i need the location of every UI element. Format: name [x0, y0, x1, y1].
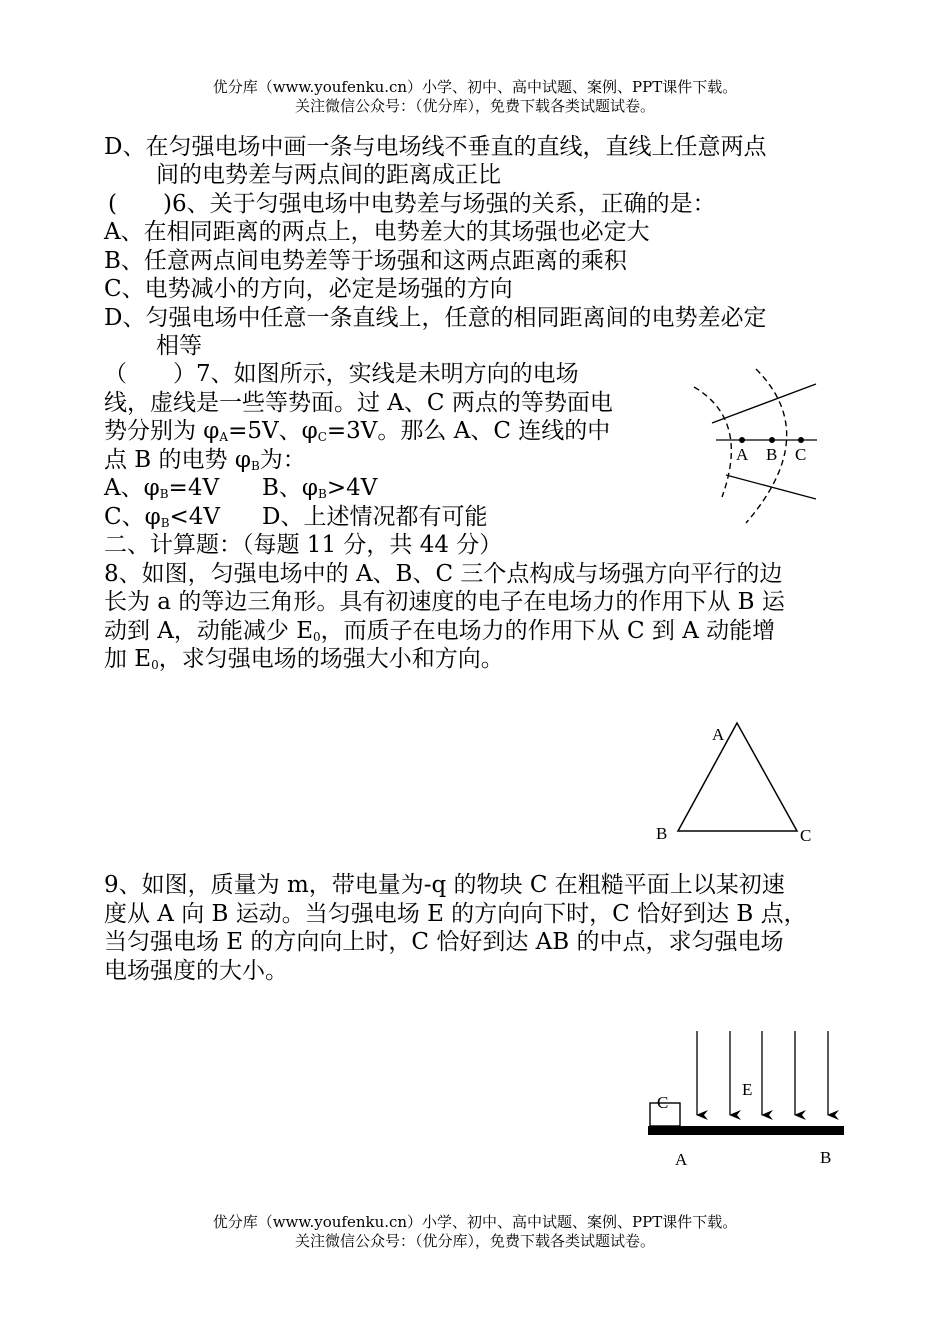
q9-line4: 电场强度的大小。	[104, 958, 288, 984]
q7-line4: 点 B 的电势 $\varphi_B$为：	[104, 447, 306, 473]
point-b	[769, 437, 775, 443]
q7-option-b: B、$\varphi_B>4V$	[262, 475, 378, 501]
q7-option-d: D、上述情况都有可能	[262, 504, 488, 530]
field-line-lower	[726, 475, 816, 499]
triangle-abc	[678, 723, 797, 831]
q7-line3: 势分别为 $\varphi_A=5V$、$\varphi_C=3V$。那么 A、C 连线的中	[104, 418, 611, 444]
q6-stem: ( )6、关于匀强电场中电势差与场强的关系，正确的是：	[108, 191, 716, 217]
q8-triangle-figure	[650, 715, 820, 845]
q9-figure	[640, 1025, 855, 1175]
footer-line-1: 优分库（www.youfenku.cn）小学、初中、高中试题、案例、PPT课件下载。	[212, 1213, 738, 1231]
equipotential-arc-left	[694, 387, 731, 497]
label-e: E	[742, 1080, 753, 1099]
q6-option-b: B、任意两点间电势差等于场强和这两点距离的乘积	[104, 248, 627, 274]
label-b: B	[820, 1148, 832, 1167]
q6-option-a: A、在相同距离的两点上，电势差大的其场强也必定大	[104, 219, 650, 245]
point-c	[798, 437, 804, 443]
q5-option-d-line1: D、在匀强电场中画一条与电场线不垂直的直线，直线上任意两点	[104, 134, 767, 160]
label-c: C	[657, 1093, 669, 1112]
header-line-2: 关注微信公众号：（优分库），免费下载各类试题试卷。	[294, 97, 655, 115]
section-2-title: 二、计算题：（每题 11 分，共 44 分）	[104, 532, 503, 558]
q6-option-d-line2: 相等	[156, 333, 202, 359]
q8-line4: 加 $E_0$，求匀强电场的场强大小和方向。	[104, 646, 504, 672]
q6-option-c: C、电势减小的方向，必定是场强的方向	[104, 276, 513, 302]
q7-figure	[690, 365, 830, 525]
q5-option-d-line2: 间的电势差与两点间的距离成正比	[156, 162, 501, 188]
label-a: A	[736, 445, 749, 464]
label-c: C	[795, 445, 807, 464]
q7-line1: （ ）7、如图所示，实线是未明方向的电场	[104, 361, 579, 387]
q8-line2: 长为 a 的等边三角形。具有初速度的电子在电场力的作用下从 B 运	[104, 589, 785, 615]
q7-line2: 线，虚线是一些等势面。过 A、C 两点的等势面电	[104, 390, 613, 416]
q8-line3: 动到 A，动能减少 $E_0$，而质子在电场力的作用下从 C 到 A 动能增	[104, 618, 776, 644]
rough-surface	[648, 1126, 844, 1135]
q9-line3: 当匀强电场 E 的方向向上时，C 恰好到达 AB 的中点，求匀强电场	[104, 929, 784, 955]
q7-option-a: A、$\varphi_B=4V$	[104, 475, 220, 501]
label-a: A	[712, 725, 725, 744]
label-a: A	[675, 1150, 688, 1169]
q6-option-d-line1: D、匀强电场中任意一条直线上，任意的相同距离间的电势差必定	[104, 305, 767, 331]
label-b: B	[766, 445, 778, 464]
footer-line-2: 关注微信公众号：（优分库），免费下载各类试题试卷。	[294, 1232, 655, 1250]
q9-line1: 9、如图，质量为 m，带电量为-q 的物块 C 在粗糙平面上以某初速	[104, 872, 785, 898]
q8-line1: 8、如图，匀强电场中的 A、B、C 三个点构成与场强方向平行的边	[104, 561, 783, 587]
header-line-1: 优分库（www.youfenku.cn）小学、初中、高中试题、案例、PPT课件下载。	[212, 78, 738, 96]
label-b: B	[656, 824, 668, 843]
label-c: C	[800, 826, 812, 845]
q9-line2: 度从 A 向 B 运动。当匀强电场 E 的方向向下时，C 恰好到达 B 点，	[104, 901, 807, 927]
q7-option-c: C、$\varphi_B<4V$	[104, 504, 221, 530]
point-a	[739, 437, 745, 443]
field-line-upper	[712, 384, 816, 423]
